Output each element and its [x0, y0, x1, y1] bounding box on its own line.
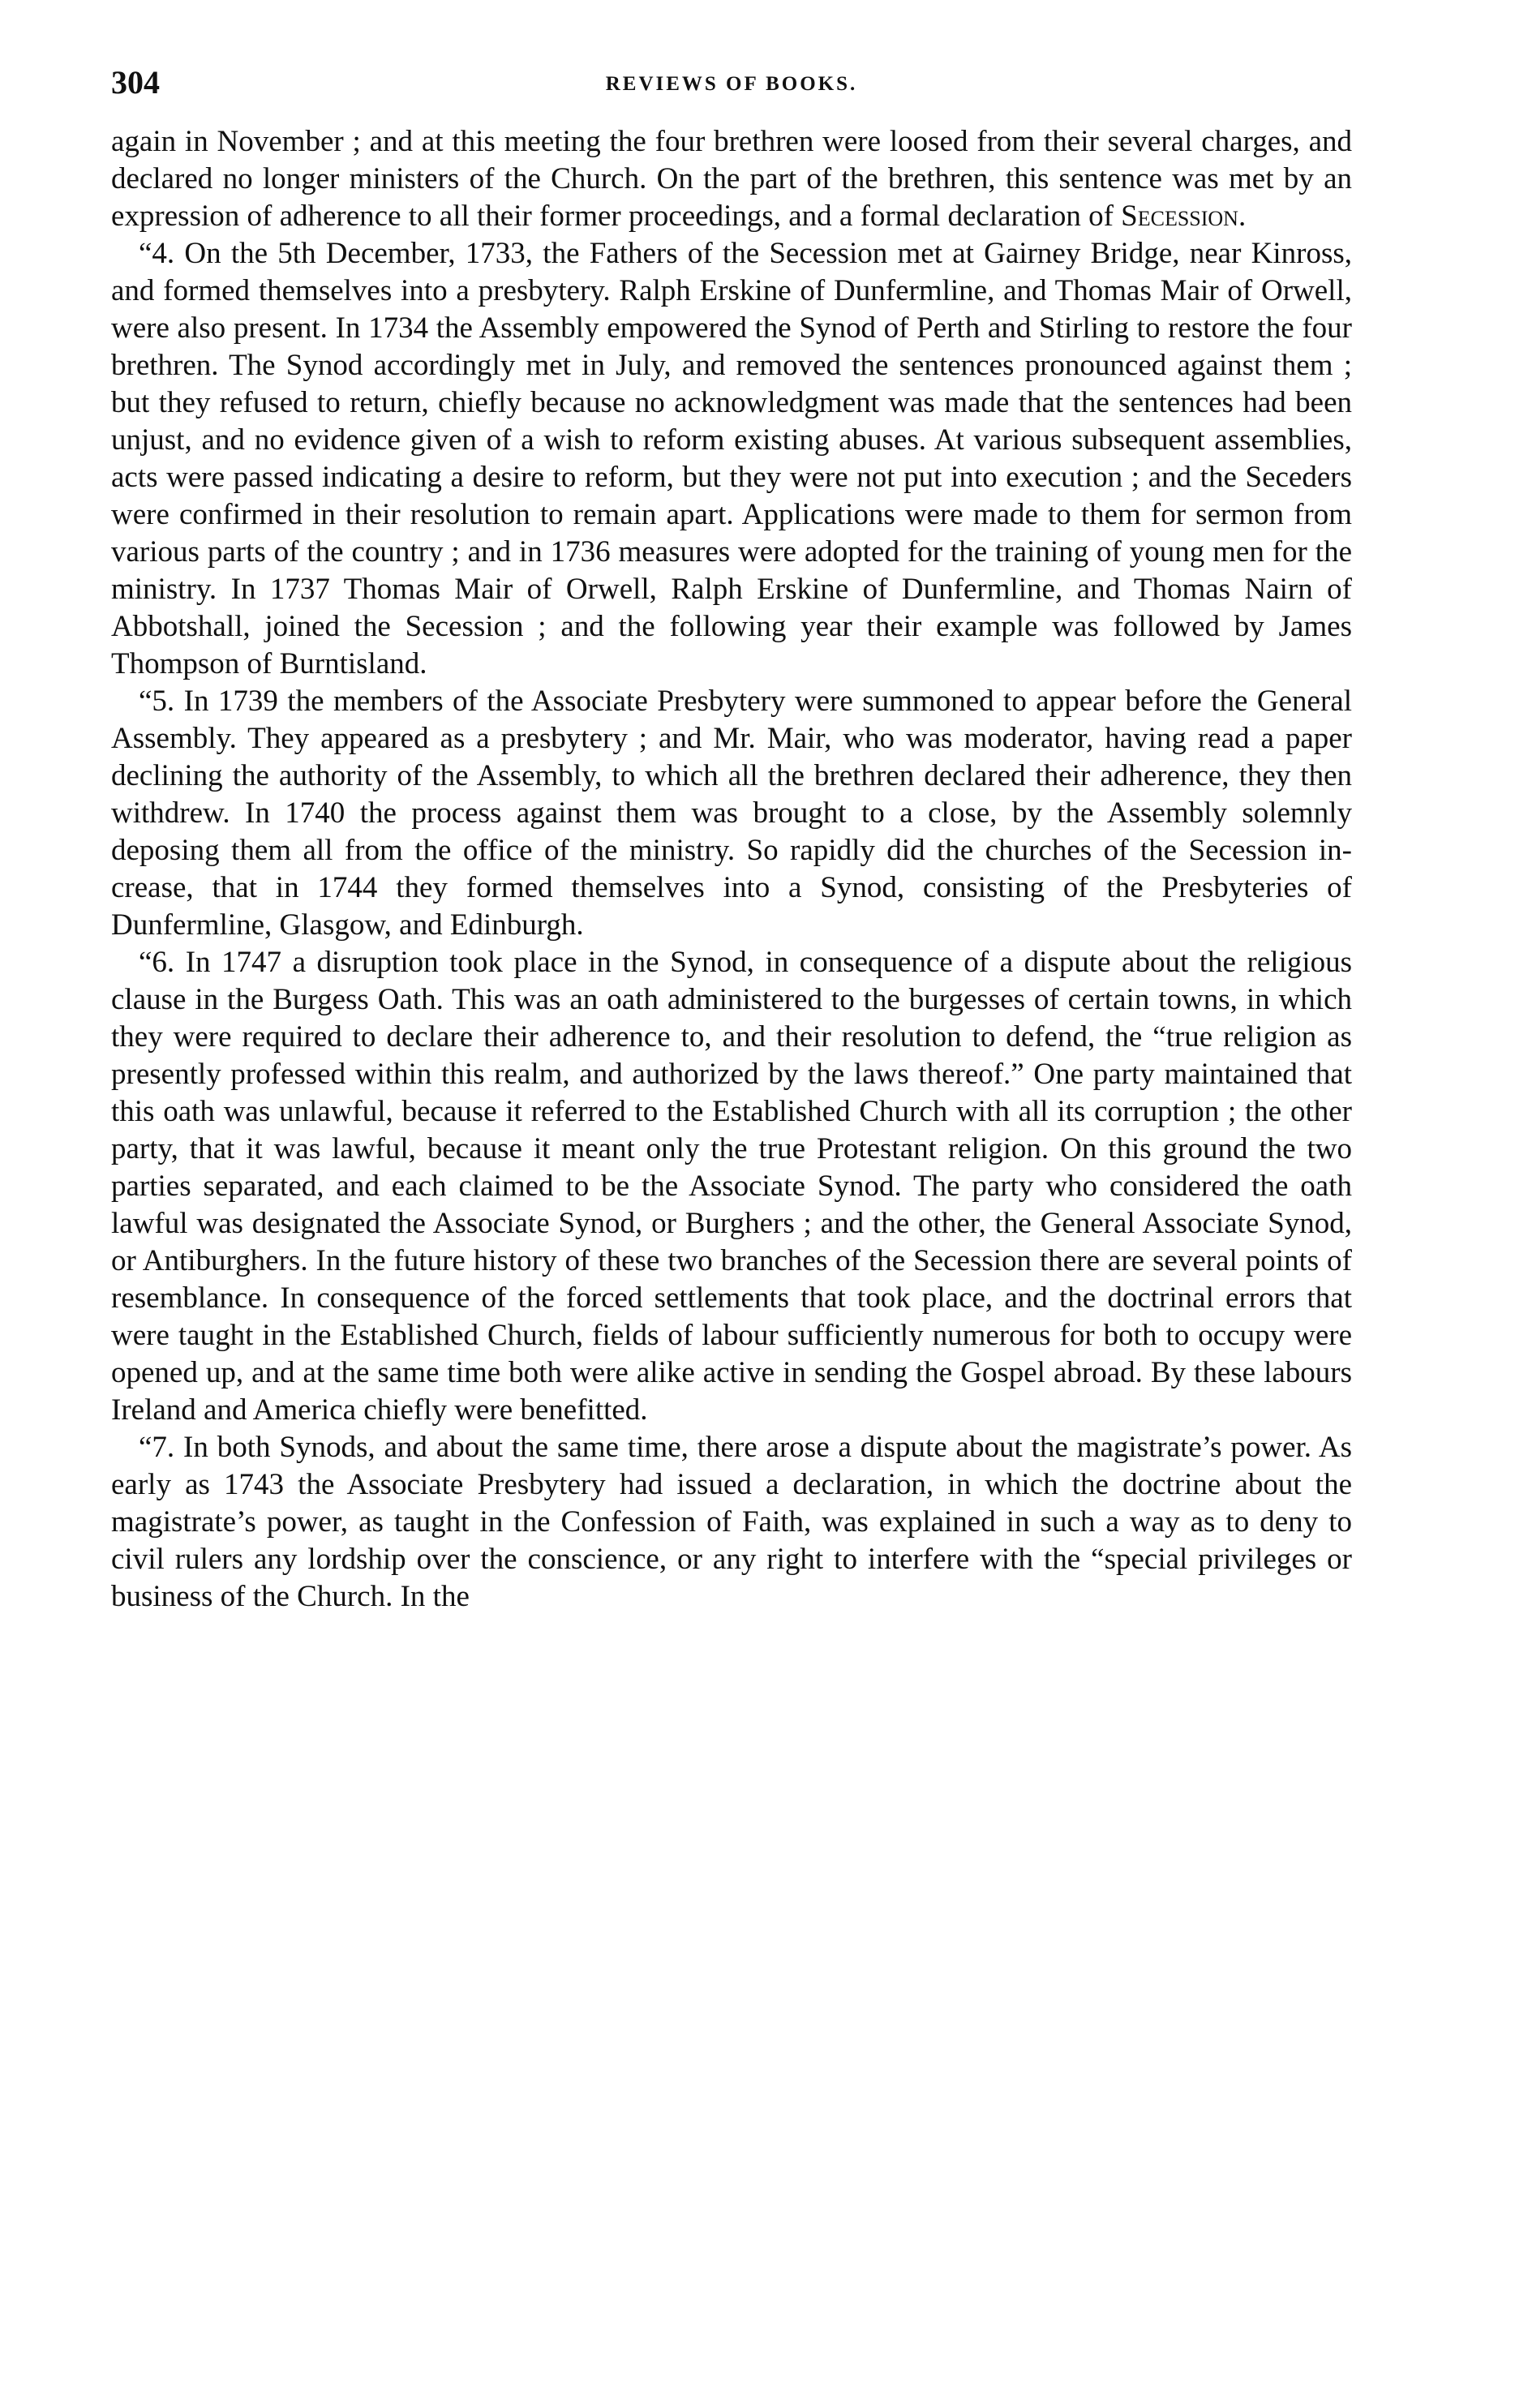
paragraph-4: “4. On the 5th December, 1733, the Fathers of the Secession met at Gairney Bridge, near Kinross, and formed themselves into a presbytery. Ralph Erskine of Dunfermline, and Thomas Mair of Orwell, were also present. In 1734 the Assembly empowered the Synod of Perth and Stirling to restore the four brethren. The Synod accordingly met in July, and removed the sentences pronounced against them ; but they refused to return, chiefly because no acknowledgment was made that the sentences had been unjust, and no evidence given of a wish to reform existing abuses. At various subsequent assemblies, acts were passed indicating a desire to reform, but they were not put into execution ; and the Seceders were confirmed in their resolution to remain apart. Applications were made to them for sermon from various parts of the country ; and in 1736 measures were adopted for the training of young men for the ministry. In 1737 Thomas Mair of Orwell, Ralph Erskine of Dunfermline, and Thomas Nairn of Abbotshall, joined the Secession ; and the following year their example was followed by James Thompson of Burntisland.	[111, 237, 1352, 680]
paragraph-continuation	[111, 123, 1352, 235]
body-text	[111, 123, 1352, 1616]
page-number: 304	[111, 64, 160, 101]
book-page	[111, 63, 1352, 1616]
running-title: REVIEWS OF BOOKS.	[605, 73, 858, 95]
paragraph-6: “6. In 1747 a disruption took place in the Synod, in consequence of a dispute about the religious clause in the Burgess Oath. This was an oath administered to the burgesses of certain towns, in which they were required to declare their adherence to, and their resolution to defend, the “true religion as presently professed within this realm, and authorized by the laws thereof.” One party maintained that this oath was unlawful, because it referred to the Established Church with all its corruption ; the other party, that it was lawful, because it meant only the true Protestant religion. On this ground the two parties separated, and each claimed to be the Associate Synod. The party who considered the oath lawful was designated the Associate Synod, or Burghers ; and the other, the General Associate Synod, or Antiburghers. In the future history of these two branches of the Secession there are several points of resemblance. In consequence of the forced settlements that took place, and the doctrinal errors that were taught in the Established Church, fields of labour sufficiently numerous for both to occupy were opened up, and at the same time both were alike active in sending the Gospel abroad. By these labours Ireland and America chiefly were benefitted.	[111, 946, 1352, 1427]
paragraph-text: again in November ; and at this meeting the four brethren were loosed from their several charges, and declared no longer ministers of the Church. On the part of the brethren, this sentence was met by an expression of adherence to all their former proceedings, and a formal declaration of	[111, 125, 1352, 233]
paragraph-5: “5. In 1739 the members of the Associate Presbytery were summoned to appear before the General Assembly. They appeared as a presbytery ; and Mr. Mair, who was moderator, having read a paper declining the authority of the Assembly, to which all the brethren declared their adherence, they then withdrew. In 1740 the process against them was brought to a close, by the Assembly solemnly deposing them all from the office of the ministry. So rapidly did the churches of the Secession increase, that in 1744 they formed themselves into a Synod, consisting of the Presbyteries of Dunfermline, Glasgow, and Edinburgh.	[111, 685, 1352, 942]
secession-smallcaps: Secession.	[1121, 200, 1247, 233]
paragraph-7: “7. In both Synods, and about the same time, there arose a dispute about the magistrate’s power. As early as 1743 the Associate Presbytery had issued a declaration, in which the doctrine about the magistrate’s power, as taught in the Confession of Faith, was explained in such a way as to deny to civil rulers any lordship over the conscience, or any right to interfere with the “special privileges or business of the Church. In the	[111, 1431, 1352, 1613]
running-header	[111, 63, 1352, 123]
